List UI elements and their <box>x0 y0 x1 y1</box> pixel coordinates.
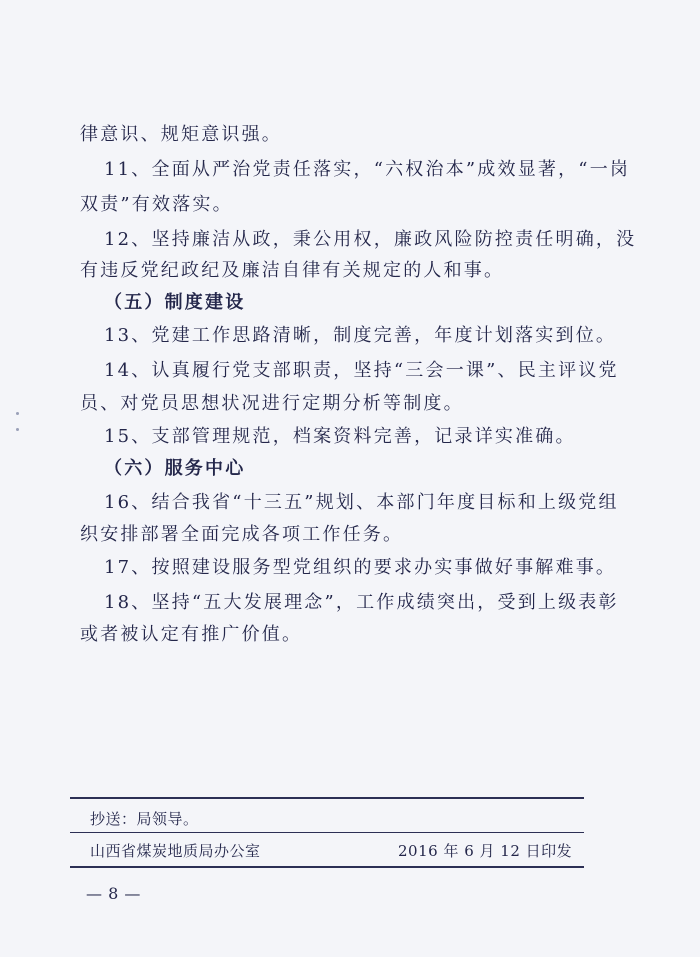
text-line: 双责”有效落实。 <box>80 194 233 215</box>
scan-mark <box>16 428 19 431</box>
text-line: 18、坚持“五大发展理念”，工作成绩突出，受到上级表彰 <box>104 592 619 613</box>
text-line: 11、全面从严治党责任落实，“六权治本”成效显著，“一岗 <box>104 159 631 180</box>
text-line: 律意识、规矩意识强。 <box>80 124 282 145</box>
text-line: 16、结合我省“十三五”规划、本部门年度目标和上级党组 <box>104 492 619 513</box>
scan-mark <box>16 412 19 415</box>
section-heading: （五）制度建设 <box>104 292 246 313</box>
issue-date: 2016 年 6 月 12 日印发 <box>398 842 573 860</box>
issuer-name: 山西省煤炭地质局办公室 <box>90 842 261 860</box>
section-heading: （六）服务中心 <box>104 458 246 479</box>
text-line: 或者被认定有推广价值。 <box>80 624 303 645</box>
footer-middle-rule <box>70 832 584 833</box>
cc-line: 抄送：局领导。 <box>90 810 199 828</box>
text-line: 织安排部署全面完成各项工作任务。 <box>80 524 404 545</box>
page-number: — 8 — <box>86 884 141 903</box>
text-line: 15、支部管理规范，档案资料完善，记录详实准确。 <box>104 426 576 447</box>
text-line: 12、坚持廉洁从政，秉公用权，廉政风险防控责任明确，没 <box>104 229 637 250</box>
text-line: 员、对党员思想状况进行定期分析等制度。 <box>80 393 464 414</box>
footer-top-rule <box>70 797 584 799</box>
text-line: 17、按照建设服务型党组织的要求办实事做好事解难事。 <box>104 557 617 578</box>
text-line: 14、认真履行党支部职责，坚持“三会一课”、民主评议党 <box>104 360 619 381</box>
footer-bottom-rule <box>70 866 584 868</box>
text-line: 有违反党纪政纪及廉洁自律有关规定的人和事。 <box>80 260 505 281</box>
text-line: 13、党建工作思路清晰，制度完善，年度计划落实到位。 <box>104 325 617 346</box>
